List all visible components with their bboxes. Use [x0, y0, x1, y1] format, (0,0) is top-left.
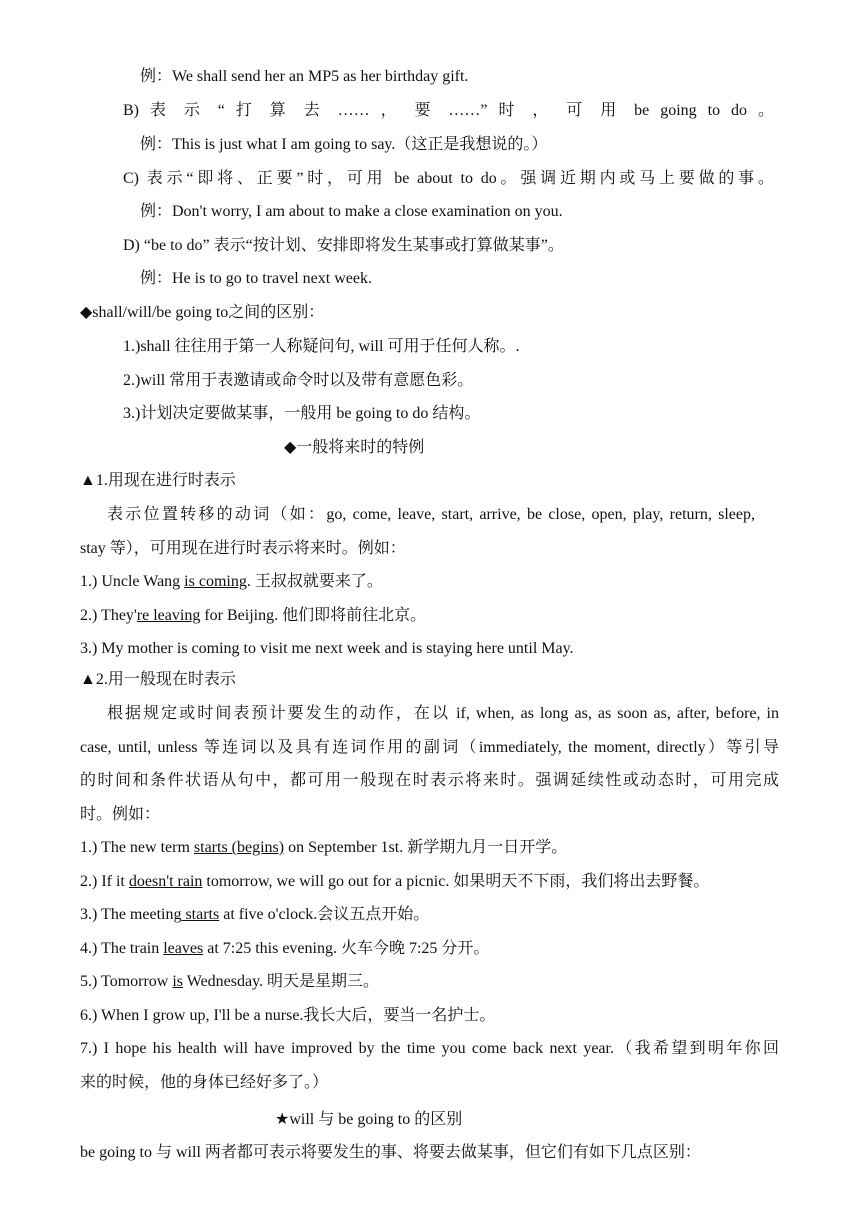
text-segment: be going to 与 will 两者都可表示将要发生的事、将要去做某事，但它们有如下几点区别： — [80, 1144, 701, 1161]
text-segment: case, until, unless 等连词以及具有连词作用的副词（immediately, the moment, directly）等引导 — [80, 739, 779, 756]
text-segment: 的时间和条件状语从句中，都可用一般现在时表示将来时。强调延续性或动态时，可用完成 — [80, 772, 779, 789]
text-line — [80, 837, 567, 859]
text-line — [107, 703, 779, 725]
text-segment: 表示位置转移的动词（如：go, come, leave, start, arrive, be close, open, play, return, sleep, — [107, 506, 755, 523]
text-line — [80, 904, 429, 926]
underlined-text: re leaving — [136, 607, 201, 624]
text-segment: 4.) The train — [80, 940, 164, 957]
text-line — [80, 1038, 779, 1060]
text-line — [123, 336, 519, 358]
text-segment: C) 表示“即将、正要”时，可用 be about to do。强调近期内或马上要做的事。 — [123, 170, 774, 187]
text-line — [275, 1109, 462, 1131]
text-segment: 7.) I hope his health will have improved by the time you come back next year.（我希望到明年你回 — [80, 1040, 779, 1057]
text-line — [80, 302, 324, 324]
text-segment: ★will 与 be going to 的区别 — [275, 1111, 463, 1128]
text-line — [80, 638, 574, 660]
text-segment: 2.) If it — [80, 873, 129, 890]
text-segment: 2.)will 常用于表邀请或命令时以及带有意愿色彩。 — [123, 372, 474, 389]
text-segment: 根据规定或时间表预计要发生的动作，在以 if, when, as long as, as soon as, after, before, in — [107, 705, 779, 722]
text-segment: 3.) My mother is coming to visit me next week and is staying here until May. — [80, 640, 574, 657]
text-line — [80, 470, 236, 492]
text-line — [123, 235, 564, 257]
text-line — [123, 168, 774, 190]
text-segment: 3.) The meeting — [80, 906, 182, 923]
text-segment: 5.) Tomorrow — [80, 973, 173, 990]
text-segment: stay 等），可用现在进行时表示将来时。例如： — [80, 540, 406, 557]
text-line — [80, 571, 383, 593]
text-line — [80, 871, 709, 893]
text-line — [80, 1142, 701, 1164]
text-line — [80, 1005, 495, 1027]
text-line — [123, 100, 774, 122]
text-segment: on September 1st. 新学期九月一日开学。 — [284, 839, 568, 856]
underlined-text: doesn't rain — [128, 873, 203, 890]
text-segment: D) “be to do” 表示“按计划、安排即将发生某事或打算做某事”。 — [123, 237, 564, 254]
text-segment: at 7:25 this evening. 火车今晚 7:25 分开。 — [203, 940, 490, 957]
text-segment: . 王叔叔就要来了。 — [246, 573, 383, 590]
text-line — [80, 804, 160, 826]
text-segment: 例：He is to go to travel next week. — [140, 270, 372, 287]
text-line — [80, 737, 779, 759]
text-segment: 例：We shall send her an MP5 as her birthday gift. — [140, 68, 469, 85]
text-segment: 1.)shall 往往用于第一人称疑问句, will 可用于任何人称。. — [123, 338, 520, 355]
text-segment: 3.)计划决定要做某事，一般用 be going to do 结构。 — [123, 405, 481, 422]
underlined-text: starts (begins) — [193, 839, 285, 856]
text-line — [140, 201, 563, 223]
text-segment: 1.) Uncle Wang — [80, 573, 185, 590]
underlined-text: starts — [181, 906, 220, 923]
text-line — [140, 134, 547, 156]
text-segment: 时。例如： — [80, 806, 161, 823]
text-segment: tomorrow, we will go out for a picnic. 如果明天不下雨，我们将出去野餐。 — [202, 873, 710, 890]
text-line — [80, 971, 379, 993]
text-segment: 例：Don't worry, I am about to make a close examination on you. — [140, 203, 563, 220]
text-segment: 6.) When I grow up, I'll be a nurse.我长大后，要当一名护士。 — [80, 1007, 496, 1024]
text-segment: Wednesday. 明天是星期三。 — [183, 973, 380, 990]
text-line — [80, 770, 779, 792]
text-segment: 例：This is just what I am going to say.（这正是我想说的。） — [140, 136, 548, 153]
text-line — [107, 504, 755, 526]
text-segment: ◆一般将来时的特例 — [284, 439, 425, 456]
text-segment: 1.) The new term — [80, 839, 194, 856]
text-segment: for Beijing. 他们即将前往北京。 — [200, 607, 427, 624]
underlined-text: leaves — [163, 940, 204, 957]
text-segment: 2.) They' — [80, 607, 137, 624]
text-segment: ▲2.用一般现在时表示 — [80, 671, 236, 688]
text-line — [80, 1072, 328, 1094]
text-segment: 来的时候，他的身体已经好多了。） — [80, 1074, 329, 1091]
text-line — [123, 370, 473, 392]
text-line — [140, 268, 372, 290]
text-line — [80, 938, 489, 960]
text-segment: ▲1.用现在进行时表示 — [80, 472, 236, 489]
text-line — [80, 538, 406, 560]
text-line — [80, 605, 426, 627]
underlined-text: is coming — [184, 573, 247, 590]
text-line — [80, 669, 236, 691]
text-line — [123, 403, 480, 425]
text-line — [140, 66, 468, 88]
text-line — [284, 437, 424, 459]
underlined-text: is — [172, 973, 184, 990]
text-segment: B) 表 示 “ 打 算 去 …… ， 要 ……” 时 ， 可 用 be going to do 。 — [123, 102, 774, 119]
text-segment: ◆shall/will/be going to之间的区别： — [80, 304, 325, 321]
text-segment: at five o'clock.会议五点开始。 — [219, 906, 430, 923]
